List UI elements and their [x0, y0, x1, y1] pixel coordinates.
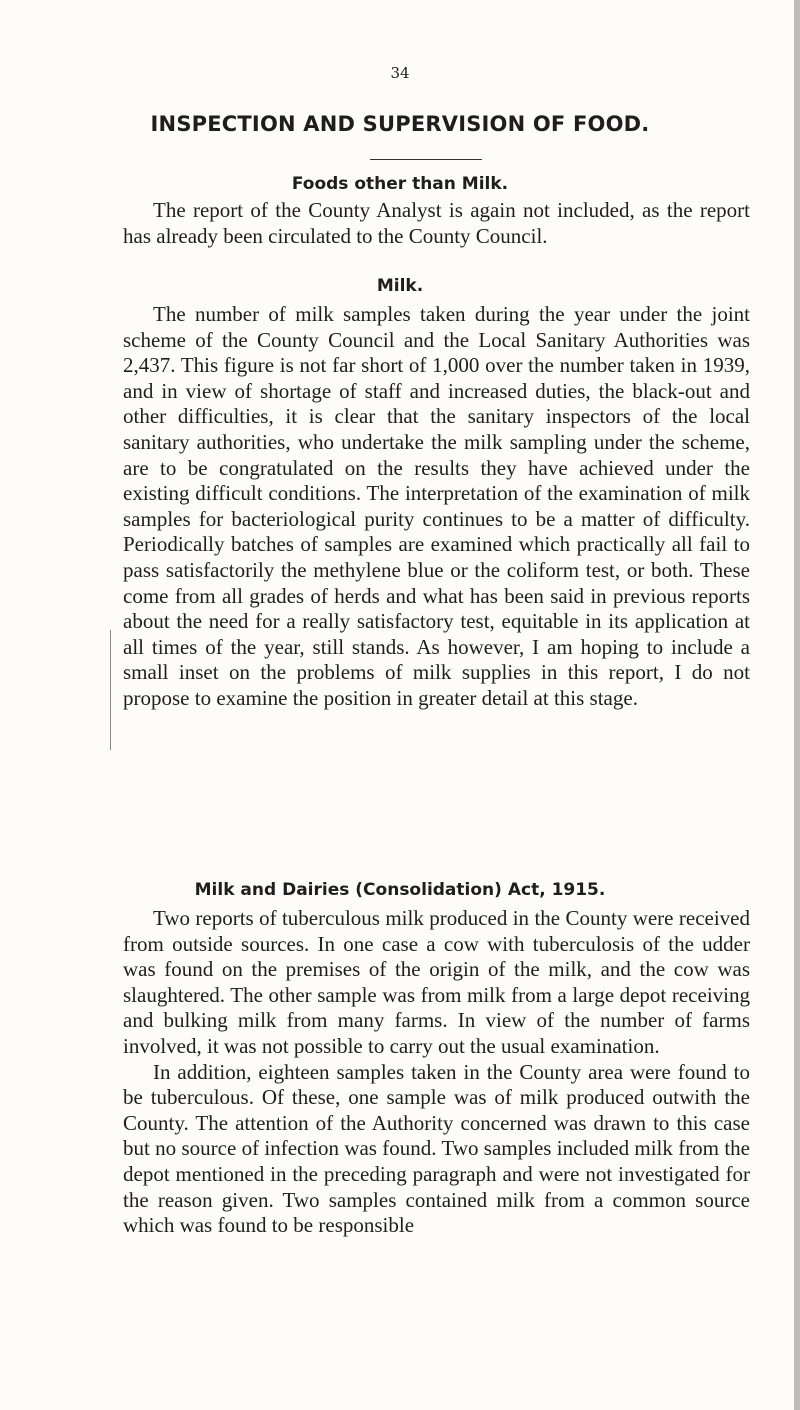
paragraph: The report of the County Analyst is again not included, as the report has already been circulated to the County Council.	[123, 198, 750, 248]
paragraph: Two reports of tuberculous milk produced in the County were received from outside sources. In one case a cow with tuberculosis of the udder was found on the premises of the origin of the milk, and the cow was slaughtered. The other sample was from milk from a large depot receiving and bulking milk from many farms. In view of the number of farms involved, it was not possible to carry out the usual examination.	[123, 906, 750, 1058]
paragraph: The number of milk samples taken during the year under the joint scheme of the County Council and the Local Sanitary Authorities was 2,437. This figure is not far short of 1,000 over the number taken in 1939, and in view of shortage of staff and increased duties, the black-out and other difficulties, it is clear that the sanitary inspectors of the local sanitary authorities, who undertake the milk sampling under the scheme, are to be congratulated on the results they have achieved under the existing difficult conditions. The interpretation of the examination of milk samples for bacteriological purity continues to be a matter of difficulty. Periodically batches of samples are examined which practically all fail to pass satisfactorily the methylene blue or the coliform test, or both. These come from all grades of herds and what has been said in previous reports about the need for a really satisfactory test, equitable in its application at all times of the year, still stands. As however, I am hoping to include a small inset on the problems of milk supplies in this report, I do not propose to examine the position in greater detail at this stage.	[123, 302, 750, 710]
page-title: INSPECTION AND SUPERVISION OF FOOD.	[150, 112, 650, 136]
page-edge	[794, 0, 800, 1410]
section-body-milk	[123, 302, 750, 712]
section-heading-foods: Foods other than Milk.	[291, 174, 509, 194]
margin-pencil-mark	[110, 630, 111, 750]
page-number: 34	[390, 64, 410, 82]
section-body-foods	[123, 198, 750, 249]
heading-rule	[370, 159, 482, 160]
section-body-milk-act	[123, 906, 750, 1239]
paragraph: In addition, eighteen samples taken in the County area were found to be tuberculous. Of these, one sample was of milk produced outwith the County. The attention of the Authority concerned was drawn to this case but no source of infection was found. Two samples included milk from the depot mentioned in the preceding paragraph and were not investigated for the reason given. Two samples contained milk from a common source which was found to be responsible	[123, 1059, 750, 1238]
section-heading-milk: Milk.	[376, 276, 424, 296]
section-heading-milk-act: Milk and Dairies (Consolidation) Act, 1915.	[194, 880, 606, 900]
